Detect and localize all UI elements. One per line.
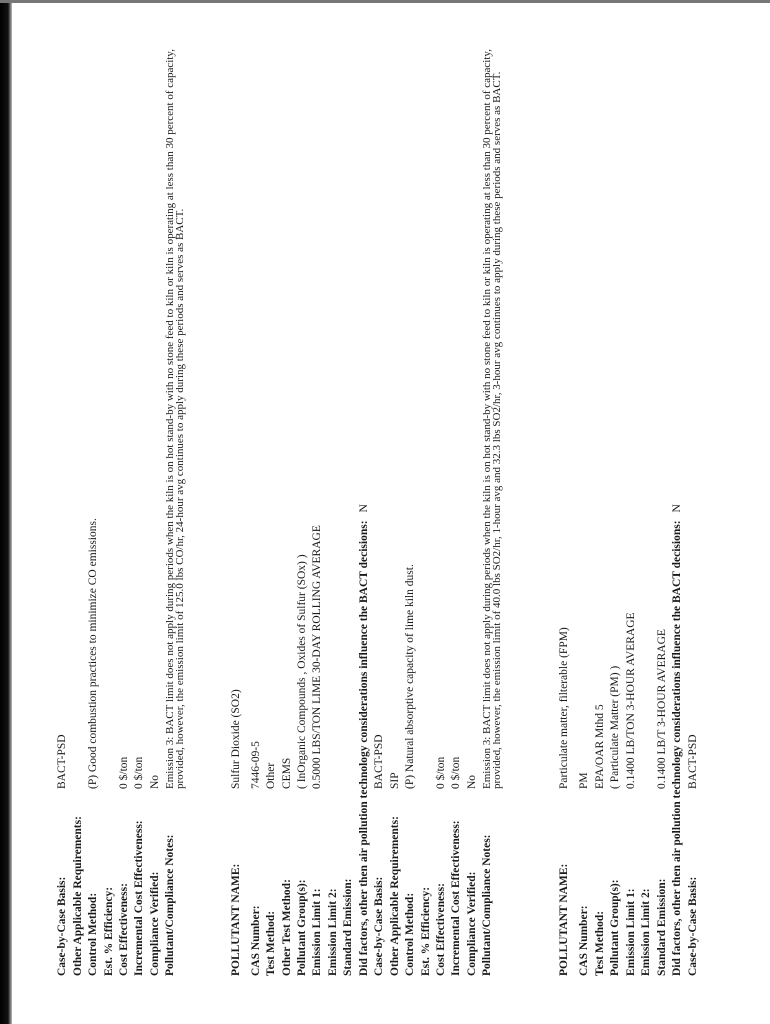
b2-group-value: ( InOrganic Compounds , Oxides of Sulfur (SOx) ) bbox=[296, 554, 308, 789]
b3-factors-value: N bbox=[671, 504, 683, 513]
b1-verified-label: Compliance Verified: bbox=[149, 871, 161, 976]
b2-inc-cost-label: Incremental Cost Effectiveness: bbox=[450, 820, 462, 976]
b2-limit2-label: Emission Limit 2: bbox=[327, 888, 339, 976]
b2-inc-cost-value: 0 $/ton bbox=[450, 756, 462, 789]
b1-cost-label: Cost Effectiveness: bbox=[118, 883, 130, 976]
b3-limit1-label: Emission Limit 1: bbox=[625, 888, 637, 976]
b2-name-label: POLLUTANT NAME: bbox=[230, 863, 242, 976]
b1-cost-value: 0 $/ton bbox=[118, 756, 130, 789]
b2-control-label: Control Method: bbox=[404, 892, 416, 976]
b2-factors-row bbox=[357, 504, 371, 976]
b1-inc-cost-label: Incremental Cost Effectiveness: bbox=[133, 820, 145, 976]
b1-other-req-label: Other Applicable Requirements: bbox=[72, 816, 84, 976]
b2-test-value: Other bbox=[265, 762, 277, 789]
b1-control-value: (P) Good combustion practices to minimize CO emissions. bbox=[87, 518, 99, 789]
b2-cas-label: CAS Number: bbox=[250, 905, 262, 976]
b2-eff-label: Est. % Efficiency: bbox=[420, 886, 432, 976]
b2-std-label: Standard Emission: bbox=[342, 878, 354, 976]
b2-case-basis-value: BACT-PSD bbox=[373, 734, 385, 789]
b3-std-value: 0.1400 LB/T 3-HOUR AVERAGE bbox=[656, 629, 668, 789]
b2-cost-value: 0 $/ton bbox=[435, 756, 447, 789]
b2-group-label: Pollutant Group(s): bbox=[296, 879, 308, 976]
b1-control-label: Control Method: bbox=[87, 892, 99, 976]
b2-notes-value: Emission 3: BACT limit does not apply during periods when the kiln is on hot stand-by with no stone feed to kiln or kiln is operating at less than 30 percent of capacity, provided, however, the emission limit of 40.0 lbs SO2/hr, 1-hour avg and 32.3 lbs SO2/hr, 3-hour avg continues to apply during these periods and serves as BACT. bbox=[481, 49, 504, 789]
b1-inc-cost-value: 0 $/ton bbox=[133, 756, 145, 789]
b1-eff-label: Est. % Efficiency: bbox=[103, 886, 115, 976]
b3-name-label: POLLUTANT NAME: bbox=[558, 863, 570, 976]
b2-case-basis-label: Case-by-Case Basis: bbox=[373, 876, 385, 976]
b2-other-test-value: CEMS bbox=[281, 757, 293, 789]
b3-name-value: Particulate matter, filterable (FPM) bbox=[558, 627, 570, 789]
b2-control-value: (P) Natural absorptive capacity of lime kiln dust. bbox=[404, 564, 416, 789]
b2-cost-label: Cost Effectiveness: bbox=[435, 883, 447, 976]
b1-notes-value: Emission 3: BACT limit does not apply during periods when the kiln is on hot stand-by with no stone feed to kiln or kiln is operating at less than 30 percent of capacity, provided, however, the emission limit of 125.0 lbs CO/hr, 24-hour avg continues to apply during these periods and serves as BACT. bbox=[164, 49, 187, 789]
b3-group-value: ( Particulate Matter (PM) ) bbox=[609, 665, 621, 789]
b2-other-test-label: Other Test Method: bbox=[281, 879, 293, 976]
b2-factors-value: N bbox=[358, 504, 370, 513]
b1-notes-label: Pollutant/Compliance Notes: bbox=[164, 834, 176, 976]
b3-group-label: Pollutant Group(s): bbox=[609, 879, 621, 976]
b2-factors-label: Did factors, other then air pollution technology considerations influence the BACT decisions: bbox=[358, 520, 370, 976]
b3-case-basis-label: Case-by-Case Basis: bbox=[687, 876, 699, 976]
b3-factors-label: Did factors, other then air pollution technology considerations influence the BACT decisions: bbox=[671, 520, 683, 976]
b2-name-value: Sulfur Dioxide (SO2) bbox=[230, 689, 242, 789]
b3-factors-row bbox=[670, 504, 684, 976]
b3-limit2-label: Emission Limit 2: bbox=[640, 888, 652, 976]
b2-limit1-value: 0.5000 LBS/TON LIME 30-DAY ROLLING AVERAGE bbox=[311, 525, 323, 789]
b2-other-req-value: SIP bbox=[389, 772, 401, 789]
b3-test-label: Test Method: bbox=[594, 910, 606, 976]
b2-notes-label: Pollutant/Compliance Notes: bbox=[481, 834, 493, 976]
b1-case-basis-value: BACT-PSD bbox=[56, 734, 68, 789]
b3-std-label: Standard Emission: bbox=[656, 878, 668, 976]
b3-cas-label: CAS Number: bbox=[578, 905, 590, 976]
b1-case-basis-label: Case-by-Case Basis: bbox=[56, 876, 68, 976]
b3-case-basis-value: BACT-PSD bbox=[687, 734, 699, 789]
b2-cas-value: 7446-09-5 bbox=[250, 741, 262, 789]
b2-other-req-label: Other Applicable Requirements: bbox=[389, 816, 401, 976]
b1-verified-value: No bbox=[149, 774, 161, 789]
b2-verified-label: Compliance Verified: bbox=[466, 871, 478, 976]
b3-cas-value: PM bbox=[578, 772, 590, 789]
b2-test-label: Test Method: bbox=[265, 910, 277, 976]
b2-verified-value: No bbox=[466, 774, 478, 789]
b2-limit1-label: Emission Limit 1: bbox=[311, 888, 323, 976]
b3-limit1-value: 0.1400 LB/TON 3-HOUR AVERAGE bbox=[625, 612, 637, 789]
b3-test-value: EPA/OAR Mthd 5 bbox=[594, 704, 606, 789]
